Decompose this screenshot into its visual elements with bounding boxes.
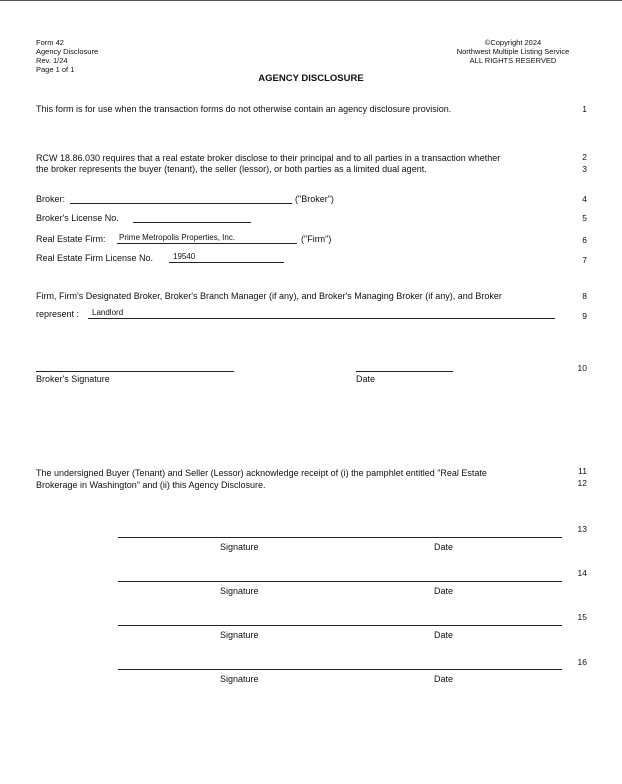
line-number: 15 [577, 612, 587, 622]
signature-label: Signature [220, 542, 259, 552]
broker-signature-label: Broker's Signature [36, 374, 110, 384]
date-label: Date [434, 542, 454, 552]
firm-label: Real Estate Firm: [36, 234, 106, 244]
signature-label: Signature [220, 674, 259, 684]
rcw-text-line1: RCW 18.86.030 requires that a real estate broker disclose to their principal and to all parties in a transaction whether [36, 153, 501, 163]
line-number: 7 [582, 255, 587, 265]
line-number: 11 [578, 466, 587, 476]
line-number: 4 [582, 194, 587, 204]
broker-signature-line[interactable] [36, 371, 234, 372]
line-number: 14 [577, 568, 587, 578]
broker-name-field[interactable] [70, 203, 292, 204]
organization: Northwest Multiple Listing Service [456, 47, 570, 56]
line-number: 16 [577, 657, 587, 667]
ack-text-line1: The undersigned Buyer (Tenant) and Seller (Lessor) acknowledge receipt of (i) the pamphlet entitled "Real Estate [36, 468, 487, 478]
line-number: 1 [582, 104, 587, 114]
represent-line [88, 318, 555, 319]
line-number: 9 [582, 311, 587, 321]
signature-line[interactable] [118, 669, 562, 670]
form-revision: Rev. 1/24 [36, 56, 68, 65]
represent-text: Firm, Firm's Designated Broker, Broker's Branch Manager (if any), and Broker's Managing Broker (if any), and Broker [36, 291, 502, 301]
broker-date-label: Date [356, 374, 376, 384]
intro-text: This form is for use when the transaction forms do not otherwise contain an agency disclosure provision. [36, 104, 452, 114]
line-number: 5 [582, 213, 587, 223]
signature-label: Signature [220, 586, 259, 596]
signature-line[interactable] [118, 625, 562, 626]
form-header-left [36, 38, 98, 74]
signature-line[interactable] [118, 537, 562, 538]
signature-line[interactable] [118, 581, 562, 582]
represent-label: represent : [36, 309, 80, 319]
page-title: AGENCY DISCLOSURE [258, 73, 364, 84]
top-border [0, 0, 622, 1]
line-number: 10 [577, 363, 587, 373]
form-number: Form 42 [36, 38, 64, 47]
line-number: 3 [582, 164, 587, 174]
date-label: Date [434, 586, 454, 596]
line-number: 6 [582, 235, 587, 245]
line-number: 12 [577, 478, 587, 488]
firm-license-line [169, 262, 284, 263]
firm-value[interactable]: Prime Metropolis Properties, Inc. [119, 233, 236, 242]
firm-field-line [117, 243, 297, 244]
broker-date-line[interactable] [356, 371, 453, 372]
firm-suffix: ("Firm") [301, 234, 332, 244]
date-label: Date [434, 630, 454, 640]
copyright: ©Copyright 2024 [484, 38, 542, 47]
page-indicator: Page 1 of 1 [36, 65, 75, 74]
rights: ALL RIGHTS RESERVED [469, 56, 557, 65]
rcw-text-line2: the broker represents the buyer (tenant), the seller (lessor), or both parties as a limited dual agent. [36, 164, 427, 174]
form-name: Agency Disclosure [36, 47, 99, 56]
line-number: 8 [582, 291, 587, 301]
broker-label: Broker: [36, 194, 66, 204]
ack-text-line2: Brokerage in Washington" and (ii) this Agency Disclosure. [36, 480, 266, 490]
line-number: 2 [582, 152, 587, 162]
broker-license-field[interactable] [133, 222, 251, 223]
represent-value[interactable]: Landlord [92, 308, 124, 317]
firm-license-label: Real Estate Firm License No. [36, 253, 154, 263]
broker-license-label: Broker's License No. [36, 213, 119, 223]
broker-suffix: ("Broker") [295, 194, 334, 204]
firm-license-value[interactable]: 19540 [173, 252, 196, 261]
line-number: 13 [577, 524, 587, 534]
form-header-right [450, 38, 576, 65]
date-label: Date [434, 674, 454, 684]
signature-label: Signature [220, 630, 259, 640]
